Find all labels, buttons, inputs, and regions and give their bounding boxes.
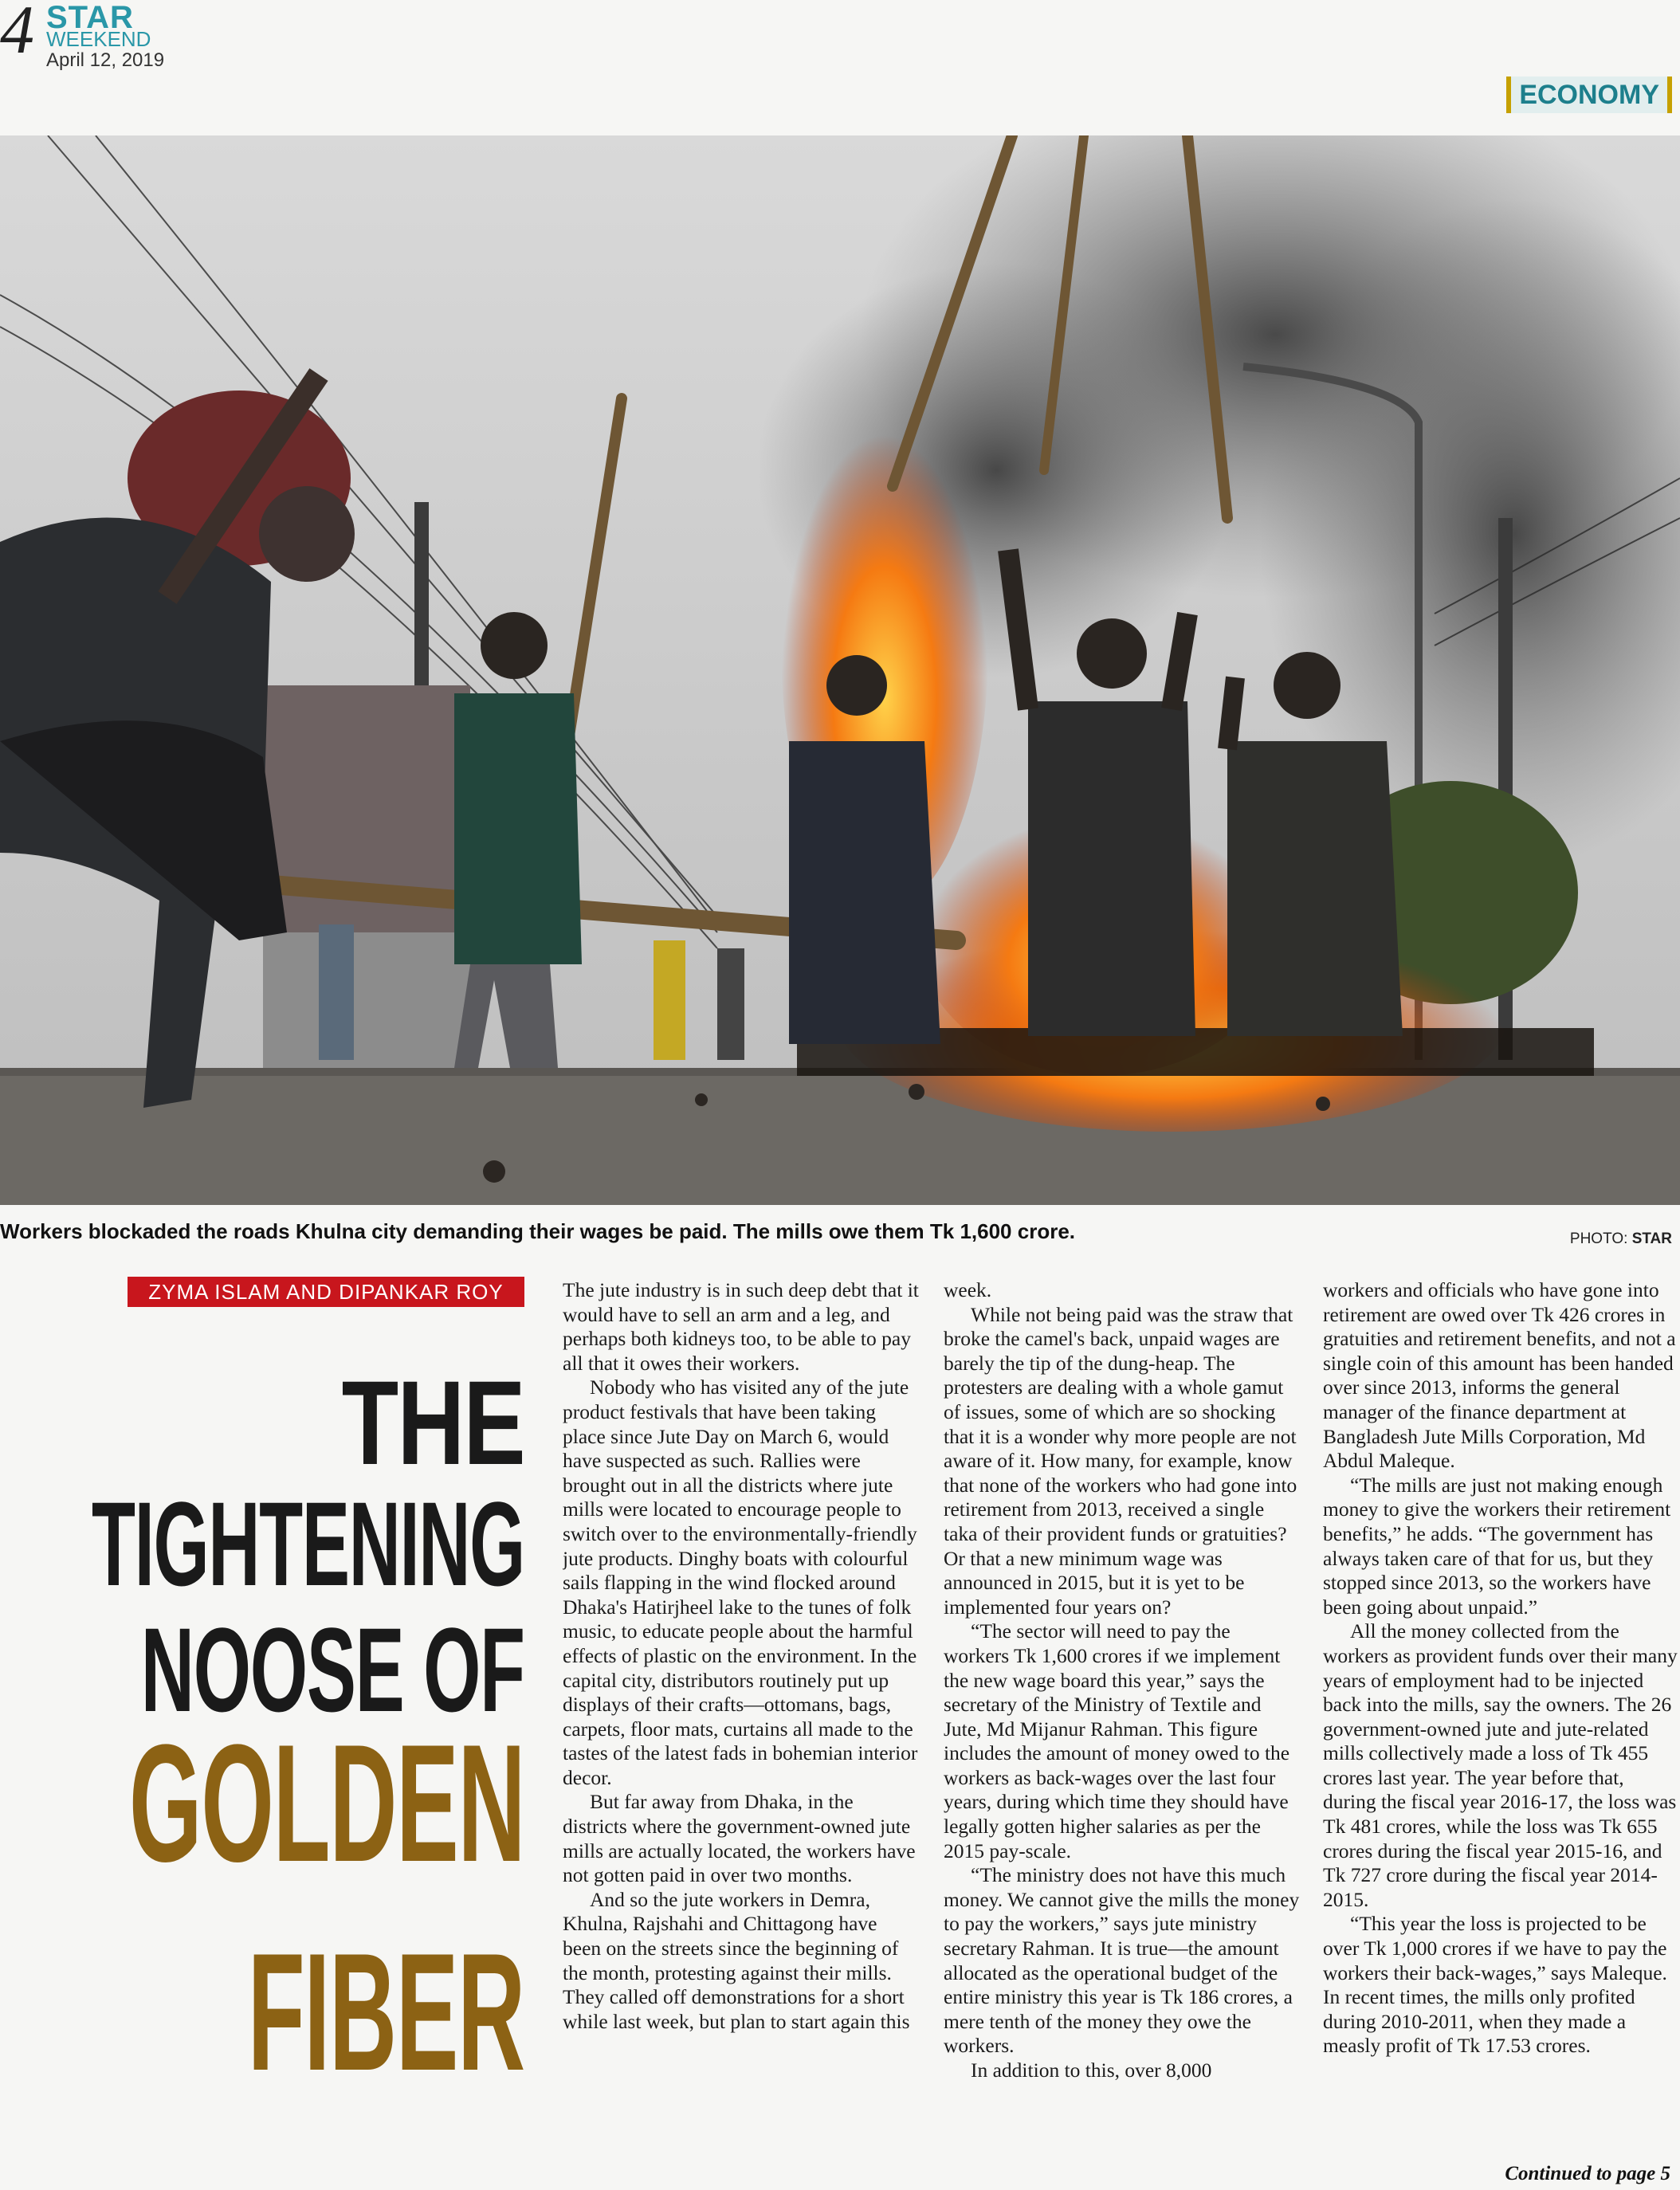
protest-photo-illustration xyxy=(0,135,1680,1205)
paragraph: “This year the loss is projected to be over Tk 1,000 crores if we have to pay the workers their back-wages,” says Maleque. In recent times, the mills only profited during 2010-2011, when they made a measly profit of Tk 17.53 crores. xyxy=(1323,1912,1667,2058)
article-column-3 xyxy=(1323,1278,1680,2184)
lead-photo xyxy=(0,135,1680,1205)
continued-link[interactable]: Continued to page 5 xyxy=(1505,2163,1670,2184)
headline-line-1: THE xyxy=(341,1356,524,1489)
headline-line-2: TIGHTENING xyxy=(92,1477,524,1611)
photo-credit xyxy=(1570,1230,1672,1248)
paragraph: In addition to this, over 8,000 xyxy=(971,2059,1212,2082)
issue-date: April 12, 2019 xyxy=(46,49,165,71)
photo-credit-label: PHOTO: xyxy=(1569,1230,1632,1247)
paragraph: “The sector will need to pay the workers Tk 1,600 crores if we implement the new wage board this year,” says the secretary of the Ministry of Textile and Jute, Md Mijanur Rahman. This figure includes the amount of money owed to the workers as back-wages over the last four years, during which time they should have legally gotten higher salaries as per the 2015 pay-scale. xyxy=(944,1619,1290,1862)
paragraph: workers and officials who have gone into retirement are owed over Tk 426 crores in gratuities and retirement benefits, and not a single coin of this amount has been handed over since 2013, informs the general manager of the finance department at Bangladesh Jute Mills Corporation, Md Abdul Maleque. xyxy=(1323,1278,1676,1473)
headline-line-5: FIBER xyxy=(247,1918,524,2106)
article-column-1 xyxy=(563,1278,920,2184)
page-folio xyxy=(0,0,207,80)
section-label: ECONOMY xyxy=(1506,77,1672,113)
brand-subtitle: WEEKEND xyxy=(46,27,151,51)
paragraph: And so the jute workers in Demra, Khulna, Rajshahi and Chittagong have been on the streets since the beginning of the month, protesting against their mills. They called off demonstrations for a short while last week, but plan to start again this xyxy=(563,1887,910,2033)
headline-line-3: NOOSE OF xyxy=(141,1603,524,1737)
page-number: 4 xyxy=(0,0,34,68)
paragraph: “The ministry does not have this much money. We cannot give the mills the money to pay the workers,” says jute ministry secretary Rahman. It is true—the amount allocated as the operational budget of the entire ministry this year is Tk 186 crores, a mere tenth of the money they owe the workers. xyxy=(944,1863,1300,2058)
paragraph: “The mills are just not making enough money to give the workers their retirement benefits,” he adds. “The government has always taken care of that for us, but they stopped since 2013, so the workers have been going about unpaid.” xyxy=(1323,1473,1671,1619)
byline: ZYMA ISLAM AND DIPANKAR ROY xyxy=(128,1277,524,1307)
paragraph: All the money collected from the workers as provident funds over their many years of employment had to be injected back into the mills, say the owners. The 26 government-owned jute and jute-related mills collectively made a loss of Tk 455 crores last year. The year before that, during the fiscal year 2016-17, the loss was Tk 481 crores, while the loss was Tk 655 crores during the fiscal year 2015-16, and Tk 727 crore during the fiscal year 2014-2015. xyxy=(1323,1619,1678,1911)
paragraph: But far away from Dhaka, in the districts where the government-owned jute mills are actually located, the workers have not gotten paid in over two months. xyxy=(563,1790,916,1887)
paragraph: While not being paid was the straw that broke the camel's back, unpaid wages are barely the tip of the dung-heap. The protesters are dealing with a whole gamut of issues, some of which are so shocking that it is a wonder why more people are not aware of it. How many, for example, know that none of the workers who had gone into retirement from 2013, received a single taka of their provident funds or gratuities? Or that a new minimum wage was announced in 2015, but it is yet to be implemented four years on? xyxy=(944,1302,1297,1619)
headline-line-4: GOLDEN xyxy=(128,1709,524,1897)
brand-logo: STAR xyxy=(46,0,134,35)
paragraph: week. xyxy=(944,1278,992,1301)
article-column-2 xyxy=(944,1278,1301,2184)
photo-caption: Workers blockaded the roads Khulna city demanding their wages be paid. The mills owe them Tk 1,600 crore. xyxy=(0,1219,1076,1243)
photo-credit-source: STAR xyxy=(1631,1230,1672,1247)
paragraph: The jute industry is in such deep debt that it would have to sell an arm and a leg, and perhaps both kidneys too, to be able to pay all that it owes their workers. xyxy=(563,1278,919,1375)
paragraph: Nobody who has visited any of the jute product festivals that have been taking place since Jute Day on March 6, would have suspected as such. Rallies were brought out in all the districts where jute mills were located to encourage people to switch over to the environmentally-friendly jute products. Dinghy boats with colourful sails flapping in the wind flocked around Dhaka's Hatirjheel lake to the tunes of folk music, to educate people about the harmful effects of plastic on the environment. In the capital city, distributors routinely put up displays of their crafts—ottomans, bags, carpets, floor mats, curtains all made to the tastes of the latest fads in bohemian interior decor. xyxy=(563,1376,918,1789)
